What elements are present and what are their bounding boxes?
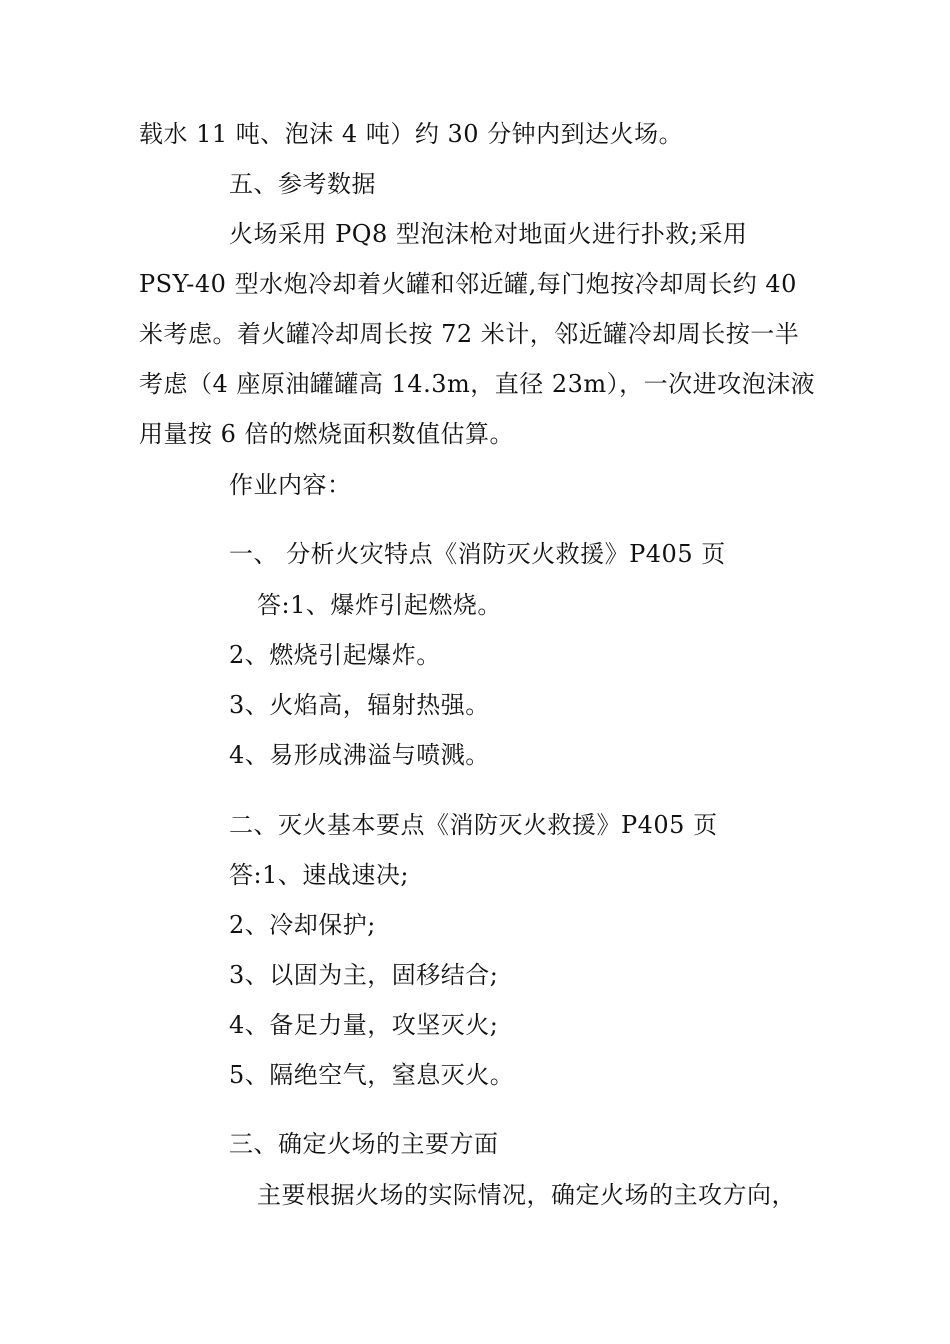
section-heading: 一、 分析火灾特点《消防灭火救援》P405 页 [229,540,726,568]
answer-line: 答:1、爆炸引起燃烧。 [257,591,502,619]
answer-line: 3、火焰高，辐射热强。 [229,691,490,719]
answer-line: 4、易形成沸溢与喷溅。 [229,741,490,769]
answer-line: 2、冷却保护; [229,911,376,939]
answer-line: 5、隔绝空气，窒息灭火。 [229,1061,515,1089]
answer-line: 4、备足力量，攻坚灭火; [229,1011,499,1039]
text-line: PSY-40 型水炮冷却着火罐和邻近罐,每门炮按冷却周长约 40 [139,270,797,298]
text-line: 考虑（4 座原油罐罐高 14.3m，直径 23m），一次进攻泡沫液 [139,370,816,398]
text-line: 主要根据火场的实际情况，确定火场的主攻方向， [257,1181,796,1209]
text-line: 米考虑。着火罐冷却周长按 72 米计，邻近罐冷却周长按一半 [139,320,800,348]
answer-line: 2、燃烧引起爆炸。 [229,641,441,669]
text-line: 载水 11 吨、泡沫 4 吨）约 30 分钟内到达火场。 [139,120,684,148]
text-line: 用量按 6 倍的燃烧面积数值估算。 [139,420,515,448]
answer-line: 答:1、速战速决; [229,861,409,889]
text-line: 火场采用 PQ8 型泡沫枪对地面火进行扑救;采用 [229,220,748,248]
answer-line: 3、以固为主，固移结合; [229,961,499,989]
section-heading: 五、参考数据 [229,170,376,198]
section-heading: 二、灭火基本要点《消防灭火救援》P405 页 [229,811,718,839]
section-heading: 三、确定火场的主要方面 [229,1130,499,1158]
section-heading: 作业内容： [229,471,352,499]
